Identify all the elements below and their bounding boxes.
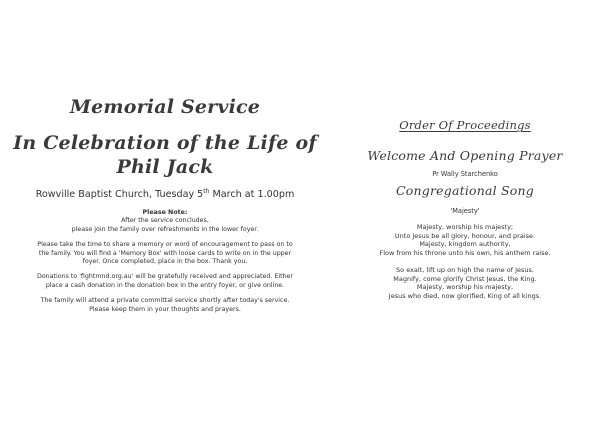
lyrics-verse-1: [330, 223, 600, 258]
welcome-leader: Pr Wally Starchenko: [432, 170, 498, 178]
celebration-title: In Celebration of the Life of: [13, 132, 317, 154]
notes-line: please join the family over refreshments in the lower foyer.: [71, 225, 259, 233]
notes-block-2: [20, 241, 310, 266]
notes-line: place a cash donation in the donation box in the entry foyer, or give online.: [45, 281, 285, 289]
venue-date-line: [0, 188, 330, 200]
order-heading-text: Order Of Proceedings: [399, 118, 531, 132]
notes-line: Please take the time to share a memory or word of encouragement to pass on to: [37, 241, 293, 249]
lyric-line: Jesus who died, now glorified, King of all kings.: [388, 291, 542, 300]
lyrics-verse-2: [330, 266, 600, 301]
notes-block-4: [20, 297, 310, 314]
venue-text: Rowville Baptist Church, Tuesday 5: [35, 189, 204, 201]
lyric-line: Majesty, worship his majesty;: [416, 223, 514, 231]
lyric-line: So exalt, lift up on high the name of Jesus.: [396, 265, 534, 274]
notes-line: Please keep them in your thoughts and prayers.: [89, 305, 241, 313]
lyric-line: Flow from his throne unto his own, his anthem raise.: [379, 249, 551, 258]
date-suffix: th: [203, 188, 210, 195]
notes-block-3: [20, 273, 310, 290]
notes-heading: Please Note:: [142, 209, 188, 216]
notes-line: foyer. Once completed, place in the box. Thank you.: [82, 258, 248, 266]
lyric-line: Magnify, come glorify Christ Jesus, the King.: [393, 274, 537, 283]
honoree-name: Phil Jack: [116, 156, 214, 178]
notes-block-1: [20, 209, 310, 234]
memorial-title: Memorial Service: [69, 96, 261, 118]
notes-line: The family will attend a private committal service shortly after today's service.: [40, 297, 290, 305]
notes-line: After the service concludes,: [121, 217, 209, 225]
song-lyrics: [330, 223, 600, 309]
song-name: 'Majesty': [450, 207, 480, 215]
time-text: March at 1.00pm: [209, 189, 295, 201]
notes-line: Donations to 'fightmnd.org.au' will be gratefully received and appreciated. Either: [36, 273, 293, 281]
welcome-section-title: Welcome And Opening Prayer: [367, 148, 563, 163]
lyric-line: Majesty, kingdom authority,: [419, 240, 511, 249]
order-of-proceedings-heading: [330, 118, 600, 132]
lyric-line: Majesty, worship his majesty,: [416, 283, 514, 292]
notes-line: the family. You will find a 'Memory Box' with loose cards to write on in the upper: [38, 249, 292, 257]
lyric-line: Unto Jesus be all glory, honour, and praise.: [394, 231, 536, 240]
notes-section: [20, 209, 310, 321]
song-section-title: Congregational Song: [396, 183, 534, 198]
